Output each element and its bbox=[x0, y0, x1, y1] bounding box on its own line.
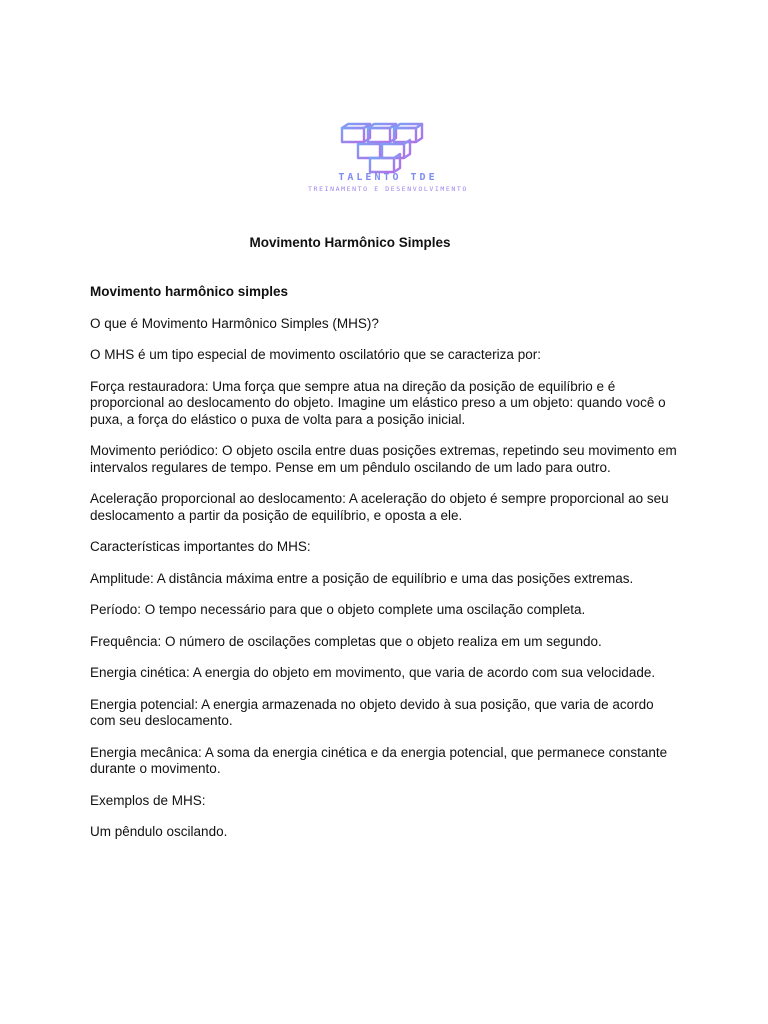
section-heading: Movimento harmônico simples bbox=[90, 284, 289, 299]
paragraph: Movimento periódico: O objeto oscila entre duas posições extremas, repetindo seu movimento em intervalos regulares de tempo. Pense em um pêndulo oscilando de um lado para outro. bbox=[90, 443, 677, 475]
paragraph: Características importantes do MHS: bbox=[90, 539, 311, 554]
paragraph: Força restauradora: Uma força que sempre atua na direção da posição de equilíbrio e é proporcional ao deslocamento do objeto. Imagine um elástico preso a um objeto: quando você o puxa, a força do elástico o puxa de volta para a posição inicial. bbox=[90, 378, 666, 427]
paragraph: Energia mecânica: A soma da energia cinética e da energia potencial, que permanece constante durante o movimento. bbox=[90, 744, 668, 776]
paragraph: Frequência: O número de oscilações completas que o objeto realiza em um segundo. bbox=[90, 633, 602, 649]
paragraph: Um pêndulo oscilando. bbox=[90, 824, 228, 839]
document-title: Movimento Harmônico Simples bbox=[249, 235, 451, 250]
paragraph: O MHS é um tipo especial de movimento oscilatório que se caracteriza por: bbox=[90, 347, 541, 362]
paragraph: O que é Movimento Harmônico Simples (MHS)? bbox=[90, 315, 379, 331]
paragraph: Aceleração proporcional ao deslocamento: A aceleração do objeto é sempre proporcional ao seu deslocamento a partir da posição de equilíbrio, e oposta a ele. bbox=[90, 491, 669, 523]
paragraph: Período: O tempo necessário para que o objeto complete uma oscilação completa. bbox=[90, 602, 586, 617]
document-body bbox=[90, 284, 680, 856]
company-logo bbox=[272, 122, 504, 198]
paragraph: Energia cinética: A energia do objeto em movimento, que varia de acordo com sua velocidade. bbox=[90, 665, 656, 680]
logo-name: TALENTO TDE bbox=[338, 172, 438, 183]
paragraph: Energia potencial: A energia armazenada no objeto devido à sua posição, que varia de acordo com seu deslocamento. bbox=[90, 696, 654, 728]
logo-tagline: TREINAMENTO E DESENVOLVIMENTO bbox=[308, 185, 468, 193]
paragraph: Exemplos de MHS: bbox=[90, 792, 206, 808]
paragraph: Amplitude: A distância máxima entre a posição de equilíbrio e uma das posições extremas. bbox=[90, 570, 634, 586]
